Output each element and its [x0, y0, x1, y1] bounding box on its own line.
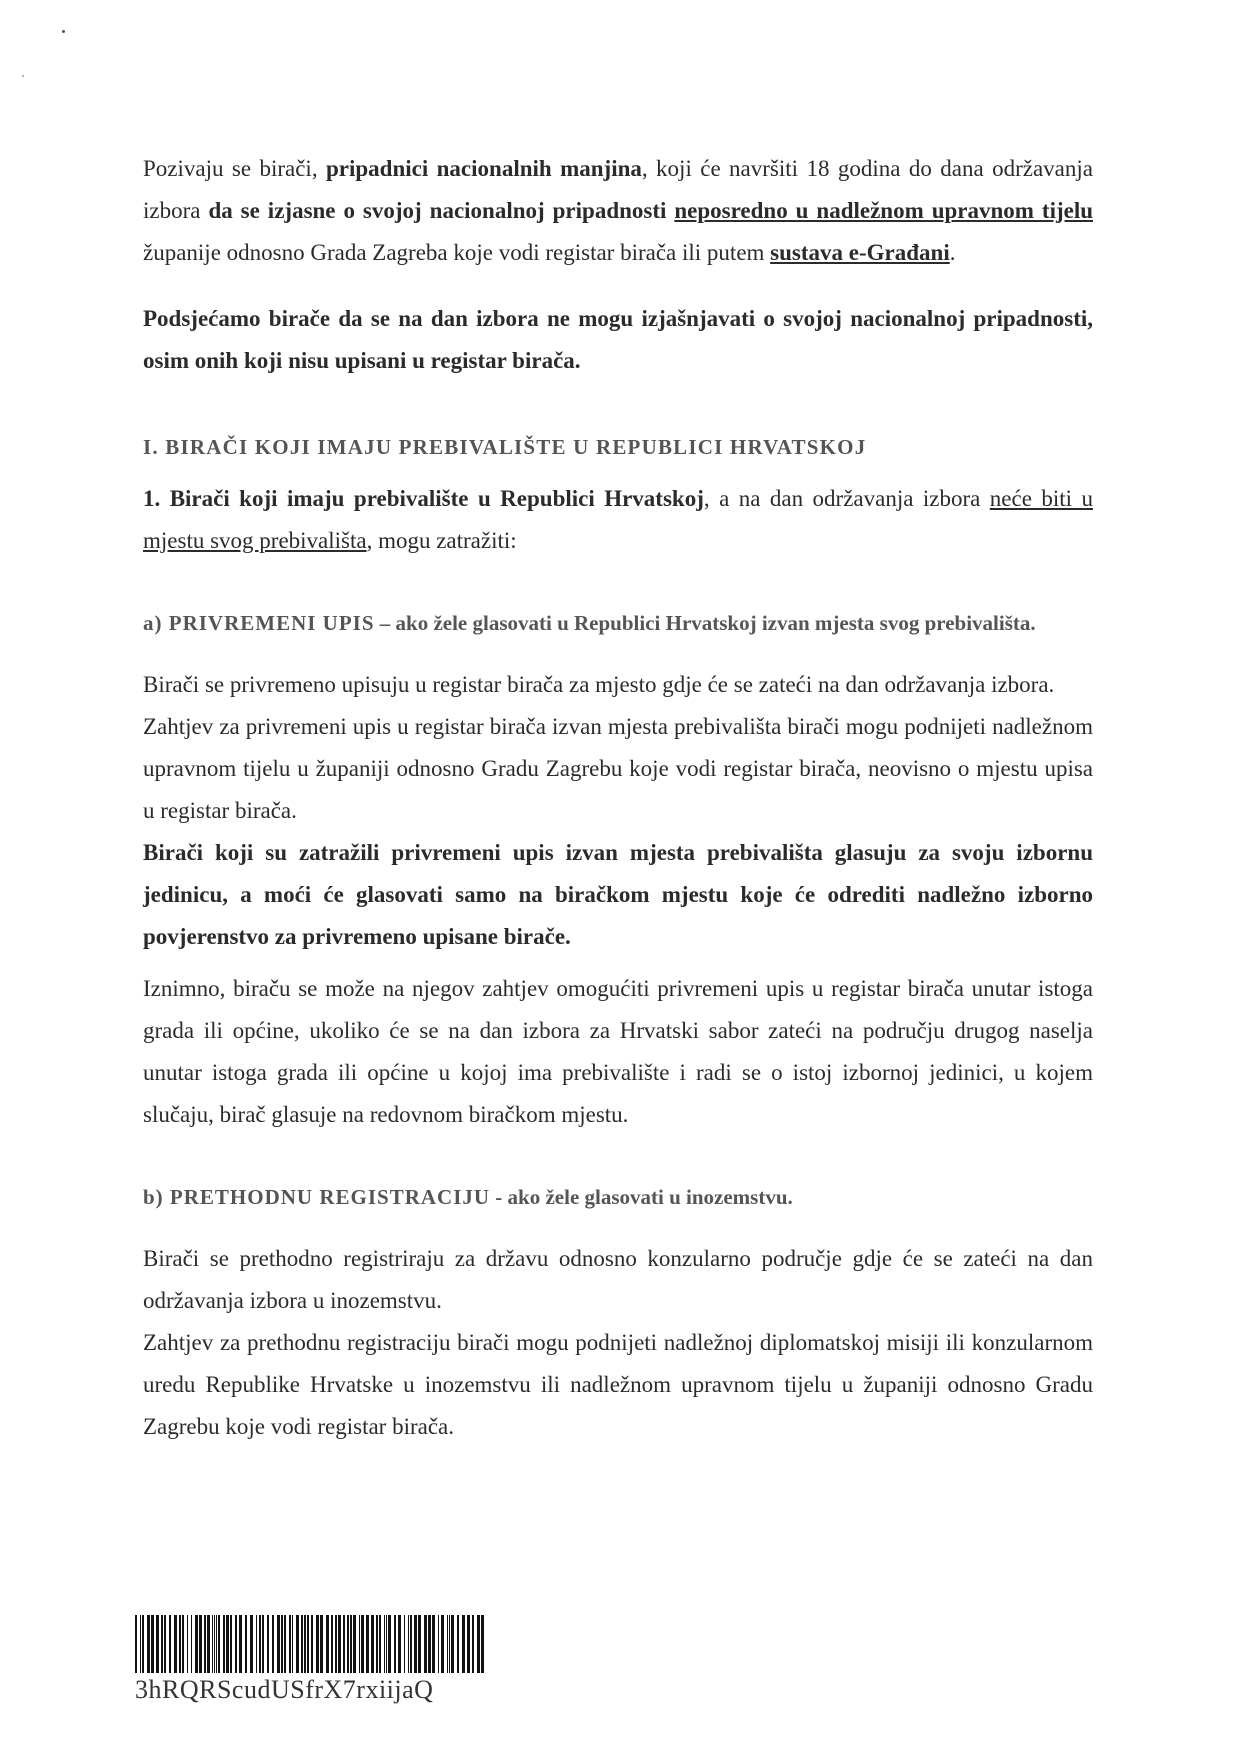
- barcode-bar: [331, 1615, 333, 1673]
- barcode-bar: [199, 1615, 202, 1673]
- barcode-bar: [441, 1615, 444, 1673]
- barcode-bar: [161, 1615, 163, 1673]
- barcode-bar: [394, 1615, 396, 1673]
- barcode-bar: [301, 1615, 303, 1673]
- barcode-bar: [262, 1615, 264, 1673]
- barcode-bar: [432, 1615, 435, 1673]
- barcode-bar: [366, 1615, 369, 1673]
- barcode-bar: [296, 1615, 299, 1673]
- barcode-bar: [289, 1615, 291, 1673]
- barcode-bar: [428, 1615, 431, 1673]
- barcode-bar: [281, 1615, 283, 1673]
- barcode-bar: [457, 1615, 459, 1673]
- barcode-bar: [259, 1615, 261, 1673]
- barcode-bar: [386, 1615, 387, 1673]
- barcode-bar: [326, 1615, 329, 1673]
- barcode-bar: [335, 1615, 337, 1673]
- barcode-bar: [424, 1615, 427, 1673]
- barcode-bar: [169, 1615, 171, 1673]
- barcode-bar: [250, 1615, 253, 1673]
- subsection-b-paragraph: Zahtjev za prethodnu registraciju birači mogu podnijeti nadležnoj diplomatskoj misiji ili konzularnom uredu Republike Hrvatske u inozemstvu ili nadležnom upravnom tijelu u županiji odnosno Gradu Zagrebu koje vodi registar birača.: [143, 1330, 1093, 1439]
- barcode-bar: [182, 1615, 184, 1673]
- barcode-bar: [256, 1615, 257, 1673]
- subsection-b-paragraph: Birači se prethodno registriraju za državu odnosno konzularno područje gdje će se zateći na dan održavanja izbora u inozemstvu.: [143, 1246, 1093, 1313]
- barcode-bar: [347, 1615, 349, 1673]
- barcode-code: 3hRQRScudUSfrX7rxiijaQ: [135, 1675, 434, 1704]
- barcode-bar: [207, 1615, 210, 1673]
- barcode-bar: [195, 1615, 198, 1673]
- barcode-bar: [147, 1615, 150, 1673]
- barcode-bar: [142, 1615, 144, 1673]
- barcode-bar: [267, 1615, 269, 1673]
- barcode-bar: [135, 1615, 137, 1673]
- barcode-bar: [156, 1615, 159, 1673]
- barcode-bar: [410, 1615, 412, 1673]
- barcode-bar: [272, 1615, 274, 1673]
- barcode-bar: [307, 1615, 309, 1673]
- subsection-a-paragraph: Zahtjev za privremeni upis u registar birača izvan mjesta prebivališta birači mogu podnijeti nadležnom upravnom tijelu u županiji odnosno Gradu Zagrebu koje vodi registar birača, neovisno o mjestu upisa u registar birača.: [143, 714, 1093, 823]
- barcode-bar: [408, 1615, 409, 1673]
- barcode-bar: [292, 1615, 293, 1673]
- barcode-bar: [140, 1615, 141, 1673]
- barcode-bar: [353, 1615, 356, 1673]
- barcode-bar: [187, 1615, 188, 1673]
- barcode-bars: [135, 1615, 495, 1673]
- barcode-bar: [388, 1615, 391, 1673]
- barcode-bar: [371, 1615, 374, 1673]
- barcode-bar: [304, 1615, 306, 1673]
- barcode-bar: [164, 1615, 166, 1673]
- barcode-bar: [379, 1615, 381, 1673]
- barcode-bar: [361, 1615, 364, 1673]
- barcode-bar: [438, 1615, 439, 1673]
- section-heading: I. BIRAČI KOJI IMAJU PREBIVALIŠTE U REPUBLICI HRVATSKOJ: [143, 435, 867, 459]
- subsection-a-paragraph: Birači se privremeno upisuju u registar birača za mjesto gdje će se zateći na dan održavanja izbora.: [143, 672, 1055, 697]
- barcode-bar: [151, 1615, 154, 1673]
- section-item-1: 1. Birači koji imaju prebivalište u Republici Hrvatskoj, a na dan održavanja izbora neće biti u mjestu svog prebivališta, mogu zatražiti:: [143, 486, 1093, 553]
- barcode-bar: [179, 1615, 181, 1673]
- barcode-bar: [447, 1615, 448, 1673]
- barcode-bar: [418, 1615, 421, 1673]
- scan-speck: [22, 75, 24, 77]
- barcode-bar: [398, 1615, 401, 1673]
- barcode-bar: [472, 1615, 474, 1673]
- barcode-bar: [223, 1615, 225, 1673]
- barcode-bar: [174, 1615, 177, 1673]
- barcode-bar: [212, 1615, 213, 1673]
- intro-paragraph: Pozivaju se birači, pripadnici nacionalnih manjina, koji će navršiti 18 godina do dana održavanja izbora da se izjasne o svojoj nacionalnoj pripadnosti neposredno u nadležnom upravnom tijelu županije odnosno Grada Zagreba koje vodi registar birača ili putem sustava e-Građani.: [143, 156, 1094, 265]
- barcode-bar: [451, 1615, 454, 1673]
- barcode-bar: [239, 1615, 242, 1673]
- scan-speck: [62, 30, 65, 33]
- barcode-bar: [376, 1615, 378, 1673]
- document-barcode: [135, 1615, 495, 1705]
- subsection-b-heading: b) PRETHODNU REGISTRACIJU - ako žele glasovati u inozemstvu.: [143, 1185, 793, 1209]
- barcode-bar: [384, 1615, 385, 1673]
- barcode-bar: [414, 1615, 417, 1673]
- barcode-bar: [404, 1615, 405, 1673]
- barcode-bar: [462, 1615, 465, 1673]
- subsection-a-heading: a) PRIVREMENI UPIS – ako žele glasovati u Republici Hrvatskoj izvan mjesta svog prebivališta.: [143, 611, 1036, 635]
- barcode-bar: [359, 1615, 360, 1673]
- barcode-bar: [214, 1615, 215, 1673]
- barcode-bar: [311, 1615, 313, 1673]
- document-body: [143, 148, 1093, 1448]
- barcode-bar: [449, 1615, 450, 1673]
- barcode-bar: [277, 1615, 280, 1673]
- barcode-bar: [226, 1615, 229, 1673]
- barcode-bar: [245, 1615, 247, 1673]
- subsection-a-paragraph: Iznimno, biraču se može na njegov zahtjev omogućiti privremeni upis u registar birača unutar istoga grada ili općine, ukoliko će se na dan izbora za Hrvatski sabor zateći na području drugog naselja unutar istoga grada ili općine u kojoj ima prebivalište i radi se o istoj izbornoj jedinici, u kojem slučaju, birač glasuje na redovnom biračkom mjestu.: [143, 976, 1093, 1127]
- barcode-bar: [230, 1615, 232, 1673]
- barcode-bar: [350, 1615, 352, 1673]
- barcode-bar: [343, 1615, 345, 1673]
- barcode-bar: [316, 1615, 319, 1673]
- reminder-paragraph: Podsjećamo birače da se na dan izbora ne mogu izjašnjavati o svojoj nacionalnoj pripadnosti, osim onih koji nisu upisani u registar birača.: [143, 306, 1093, 373]
- barcode-bar: [191, 1615, 192, 1673]
- subsection-a-paragraph: Birači koji su zatražili privremeni upis izvan mjesta prebivališta glasuju za svoju izbornu jedinicu, a moći će glasovati samo na biračkom mjestu koje će odrediti nadležno izborno povjerenstvo za privremeno upisane birače.: [143, 840, 1093, 949]
- barcode-bar: [320, 1615, 323, 1673]
- barcode-bar: [477, 1615, 480, 1673]
- barcode-bar: [235, 1615, 237, 1673]
- barcode-bar: [338, 1615, 341, 1673]
- barcode-bar: [284, 1615, 286, 1673]
- barcode-bar: [467, 1615, 470, 1673]
- barcode-bar: [218, 1615, 220, 1673]
- barcode-bar: [204, 1615, 206, 1673]
- barcode-bar: [481, 1615, 484, 1673]
- barcode-bar: [216, 1615, 217, 1673]
